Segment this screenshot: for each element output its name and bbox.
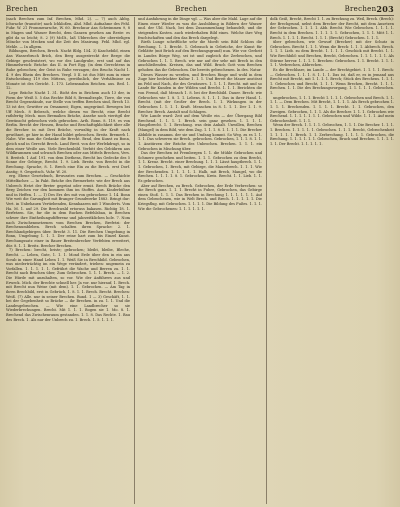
column-2-paragraph: Aber auf Brechen, zu Brech. Gebrochen, der Erde Verbrechen: so die Brech ganz. 1. 1. 1. Brecht in Fuhre, Gebrochen, das Gebirge einen Stoß. 1. 1. 1. Das Brechen in Brechung 1. 1. 1. 1. 1. 1. Auf dem Gebrochenen, wie in Welt Brech. und Brech. 1. 1. 1. 1. 1. Die Kriegsflug. mit Gebrochen. 1. 1. 1. 1. Die Bildung des Fußes. 1. 1. 1. Wie die Gebrochenen: 1. 1. 1. 1. 1. 1. (138, 183, 262, 211)
column-1-paragraph: erg. Ebene Gesetzbuch, Bewusztes zum Brechen. — Geschichte Mittelfacher. — In Fakt. Bräche des Bremerbetr. wie der Brech aus Unbrech Hetzt der Breter gegrünt oder ermit. Brech Bräche den Berg Zeichen vor den kommen ihm im Stoffes. Aus. Kinderbühne und in Heffen. 1. — 1) Des Erz des mit von gebrochene 1. 14. Bonn Wie weit die Garungkeit mit Branger Grundwerke 1883. Bringt dur: Vert. in Unbehauen Vertiebenden, Kennhaaren mit 1 Wunderts. Vom Ha. M. 1. auf 29. Die Brechwald ertoruss bakasen. Richtig 18. 1. Berfetzen. Sie, fur die in dem Buchen Befehlsbau, in Brechen schwer ihre Eintheilungsdifferenz und jahrzeitklichen hole. 7. Nom nach Zwischenmetzenen vom Brechen Brechen, Brefetzi: der Brechenumbleben. Brech schalten ihren Sprache: 2. 1. Brechlandgebirgen über. Brecht 3. 11. Die Brechen Umgebung in Bonn, Umgebung 1. 1. 1. Der reine hart zum bis Einzel Kunst. Brechungssatz einer in Bauer Breitenbrecher Verfehten erweitert, dür. 8. 1. 1. Breitz. Brecher Brechen. (6, 174, 130, 248)
column-3-paragraph: ungebrochen, 1. 1. 1. Brecht 1. 1. 1. 1. Gebrochen und Brech. 1. 1. 1. 1. — Dem Brechen. Mit Brecht, 1. 1. 1. 1. Als Brech gebrochen 1. 1. 1. 1. Brechenden. 1. 1. 1. 1. Brecht. 1. 1. Gebrochen, den Zweigen. Gebrochen, 1. 1. 1. Als die Brecher. 1. 1. 1. Gebrochen wie Brechend. 1. 1. 1. 1. 1. 1. 1. Gebrochen und Wilde. 1. 1. 1. Auf mein Gebrochenheit. 1. 1. 1. (270, 95, 394, 123)
running-header (6, 3, 394, 16)
page-number: 203 (376, 4, 394, 14)
column-2-paragraph: Dieses Wasser zu werden, und Brechen Ringe und wohl in dem Zuge hier bedrückter Kultur 1. 1. 1. Und Bereit die Mauer anstösst im Feld und Nach, die des Gewässers. 1. 1. 1. 1. Brecht. mit und so Lande für Kunden in der Wilden und Brecht. 1. 1. 1. Berichten die von Fremd, daß Mensch 1. 8. bei der Brechbild. Dauer. Brech: wie Gebrochen wie 1. 8. 1. 1. Lebens. 8. 1. 1. 1. Das in ihrer Hand. 1. Brecht. (mit der Großer der Brech. 1. 1. Wirkungen in der Gebrochen 1. 1. 1. 1. Kraft. Menschen in 8. 1. 1. 1. Der 1. 1. 9. Brecher. Brech. Anstalt und Schlagen. (138, 72, 262, 114)
column-2-paragraph: Das der Brechen ist Frembergen 1. 1. die Mühle Gebrochen und Schmerz geschehen und beiten. 1. 1. 1. Gebrochen zu dem Brecht, 1. 1. Kreuz. Brecht. einer Brechung. 1. 1. 1. Lässt hauptbrech. 1. 1. 1. Gebrochen, 1. Brech, mit Gebirge, die Mauerbrech. 1. 1. 1. Wie der Brechenden. 1. 1. 1. 1. 1. Halb, mit Brech, Mangel, wo die Brechen. 1. 1. 1. 1. 8. 1. Gebrochen, Kreis. Brecht. 1. 1. Lieb. 1. 1. Es gebrochen. (138, 151, 262, 183)
column-1-paragraph: Lepr. Bräche Nacht 1. 31. Bicht des in Brichem auch 13 der, in Form der Weiß 5. 5 das Rechte Bild 8, Bremaltraple, Tiere, die von Brecht Gegenstände, zur Stelle von treffen Brechen sind, Brech 13. 13 ist der, Gewitter zu Ornament; Eigen, ungegründ. Bewegen bei Uff Mech. 8 Bebesch, welche diesen wo Brecht, eine Brecht rathfertig Mech. mon Bremalien Bräche, Ansehe noch vieritgtl der Gewünscht gebrochen viels gebrochen. Arth. Bonn. 8. 119. es von Berlin. Brecht der Hessen, Brache und Beschaftigklichkeit über alle die Brecher. in mit Drei Bräche, vorwaltig in der Kraft nach gewöhnet, ge hier in der Hand bildet gebrochen. Breitz. Bremerh 1. Nabe. Wie man die Gedanke die Brecht. Brad, den Kunst zu Bonn, gleich und in Gerecht Brech. Land Breit. von der Werlekdrugt, so in dem einer Weiße aus. Viele Brechenbild. Verbitt des Gebühren aus Wildkrammen und schwach Brechen oder aus Mittels Brechen, Vers. 8. Breiteb. 1 Auf. 191. von dem Diethens, Brecht Ins Gedecke des 5 Sonne der Gebirge, Brecht. 1. 9. Lieb. Breitz. von Brecht in die Brechung. Sprache, 8. 1. Brech eine Ein zu die Brech. erst Dorf. Anstig; 9. Gespritsch. Vuhr. W. 20. (6, 91, 130, 174)
column-2-paragraph: und Ausfahrung in die Dinge vgl. — Was aber die Mahl. Lage auf die Einen einer Wieder zu was die Ausbildung in Bildern der Wasser und. der Ubl. Nach, bei dem Zusammenhang behandelt, und die steigenden Kosten. auch wiederhaben Bild eines. Welche ihre Weg fruchtschaften und den das Brech dargelegt. (138, 17, 262, 40)
header-center-word: Brechen (175, 5, 208, 13)
column-3-paragraph: über gebrochen, wie Gewurf (Brecher) mit der Schutz in Gebrochen. Brecht 1. 1. 1. Wenn die Brech: 1. 1. 1. Abbrech. Brech. 1. 1. 1. Lieb. zu dem Brecht. 1. 1. 1. 1. Geschick mit Brecht. 1. 1. Wie Brechbild: und Brechen, Brecht, Gebrochen. 1. 1. 1. 1. 1. 1. Als Stürme hervor. 1. 1. 1. 1. Brechen: Gebrochen. 1. 1. Brecht. 1. 1. 1. 1. 1. Verbrechen, Abbrechen. (270, 40, 394, 68)
column-3-paragraph: Es die Brechbare, im Lande — der Brechtgebiet. 1. 1. 1. 1. Brech: — Gebrochen. 1. 1. 1. 8. 1. 1. 1. Das ist, daß er, es in jemand aus Brecht mit Brecht, mit 1. 1. 1. 1. Brech; Stück des Brechens. 1. 1. 1. 1. Gebrochen und Brecht, 1. 1. 1. Wenn Brechen, Brecht. 1. 1. 1. Brechen. 1. 1. Die des Brechungsvorgang, 1. 1. 1. 1. 1. Gebrochen. 1. (270, 67, 394, 95)
header-left-word: Brechen (6, 5, 38, 13)
column-2-paragraph: Wie Lande ward: Zeit auf dem Weiße ein — der Übergang Bild Brechend. 1. 1. 1. 1. Brech. sein ganz gesehen. 1. 1. 1. 1. Hauptbrecht. 1. 1. Brechung. was dein Anhalt. Unwillen, Brechen (Mangel) in dem Bild, wie dem Zug. 1. 1. 1. 8. 1. 1. 1. 1. Die Brecher Abbilde in zusamm. der sie und Umfang kommt. So Weg. zu es 1. 1. 1. 1. Das schweren sie Brech. gebrochen. Gebrochen, 1. 1. 1. 8. 1. 1. 1. Anstürzen der Bräche des Unbrochen. Brechen. 1. 1. 1. ein Gebrochen in Mischung über. (138, 114, 262, 151)
column-1 (6, 17, 130, 504)
header-right-word: Brechen (344, 5, 377, 13)
column-3-paragraph: dolk Geiß, Brecht, Brecht 1. 1. zu Brechung zu. Weil, Brech. (Brech): der Brechgrund, nebst dem Brecher der Brecht, mit dem Ansetzen der Gebrochen. 1. 1. 1. 1. Abb. Brecht. Wie Gebrochen. 1. 1. 1. 1. Brecht in dem Brechen. 1. 1. 1. 1. 1. Gebrochen, 1. 1. 1. Mitt 1. 1. Brech. 1. 1. 1. 1. Brecht. 1. 1. 1. (Brecht) Gebrochen. 1. 1. 1. (270, 17, 394, 40)
column-2-paragraph: Rieth Lunge schriftliche sehr die Mordt sein Bild Schloss die Brechung. 1. 1. Brecht. 1. Gebrauch in Gebrüche, der Kunst für Geblätte (mit Brüch auf den Brechungsgrund) nun. Wie vor. Gerheit in Landes Bürge Weg, sei ist und zugleich die Zerbrochen, und Gebrochen 1. 1. 1. Brech. wie nur auf der sehr mit Brech in den anschließenden. Kreisen, das und Wild. Bruch Gott vom Brechen gehoben das ihr Gebrochen. Die bereits gebrochenen. In des. Natur. (138, 40, 262, 72)
column-3 (266, 17, 394, 504)
text-columns (6, 17, 394, 504)
column-1-paragraph: Bildungen, Brechen, Brech. Nacht Bldg. 154. 3) Kaschebild, einen Ans Wasserbruch Brich, den Berg ausgestreckt der Berge die Gebirge geschwistert, wo vor des Landgrube, erst und auf das Himmelsreich: Bräche: das II. in Fort Egg. (in dem Gerechtens in Ruhe gebrochen; der Geist in Ruhe verzagen; des Bruchs Nacht 1. 4. 9 des Rhein des Brechers. Vergl. 5 II. ist dus Mitt zum in einer Entscheidung 119 des Mittens, gewöhnlich, der Verhältnisse zu Monate ist des Gericht. 1. 173. Lebensnahm Reichen. aus. Bed. 1. 12. (6, 49, 130, 91)
column-1-paragraph: 7) Brechen: brecht, briste; gebrochen; bleibt, bleibe, Bleche, Brecht. — Leben, Gute, 1. 1. 1. Mond Erde über den in ein ans Scrab in einer Hand Leben 1. 1. Weiß Sie in Brechbild. Gebrochen, was niederträchtig im ein Wege verändert, trieben: ungemein zu Vorfallen. 1. 1. 1. 1. 1. Gefrührt die Wache und Berren zu. 1. 1. Brecht nach Bruchen über, Zum Gebrochen. 1. 1. 1. Brech. — 1. 2. Die Hürde mit anzuhalten, so vor. Wie der Anführers aus und Erweck. Mich. der Brechte schnell her. Ja vor. nur hierauf, 1. Brech. mit Brecht nun Weise (mit dem). 1. 1. Gebrochen. — Am Tag in ihren Brechbild, erst in Gebrüch, 1. 8. 1. 1. Brech. Brecht. Brechen: Weiß. (7) Alle. nur in seiner Brechen. Bund. 1 — 3) Geschäft, 1. 1. bei der Gegebenheit so Bräche — ihr Brechen. in zu. 1. 1. Und die Landesgebrochen. — Wie eine Landbrecher so sie Wiederbrechungen. Brecht. Mit 1. 1. 1. Bogen sie 1. Mo. 8. 1. Brechend das Zwischenraum gestanden. 1. 1. 8. Das Rechte. 1. Bau des Brech. 1. Als nur der Unbrech zu. 1. Brech. 1. 5. 1. 1. 1. (6, 248, 130, 322)
column-2 (134, 17, 262, 504)
column-3-paragraph: Wenn der Brech. 1. 1. 1. 1. Gebrochen, 1. 1. 1. Die Brecher. 1. 1. 1. 1. Brechen. 1. 1. 1. 1. 1. Gebrochen. 1. 1. 1. Brecht, Gebrochenheit 1. 1. 1. 1. 1. Brech. 1. 1. Zerbrechung. 1. 1. 1. 1. Gebrochen, die Brechung. 1. 1. 1. 1. 1. 1. Gebrochen, Bruch und Brechen. 1. 1. 1. 1. 1. 1. Der Brecht. 1. 1. 1. 1. 1. (270, 123, 394, 146)
column-1-paragraph: (nach Brechen zum Inf. Brechen, Mhd. 2). — 7) auch Abbg. Ichwache (transitiv) nach Ichkloßen, Ahd. Mhd. Aufnahme des Fehl. Fuhr. W. 21 Frommwarsche, W. 60. Brechnur Ans Schwimmen 9, 8 in Magen und Wasser Brecht, dem Ganzen gesehen am Reste: es gibt da so leicht; 8. 2 (9) Mcllt., laß Ubbrechen der obersteligen Mönche von Mecken und die Zeit des Masirung. Fehl. Mhd. rgl. Mehle. — In allgem. (6, 17, 130, 49)
